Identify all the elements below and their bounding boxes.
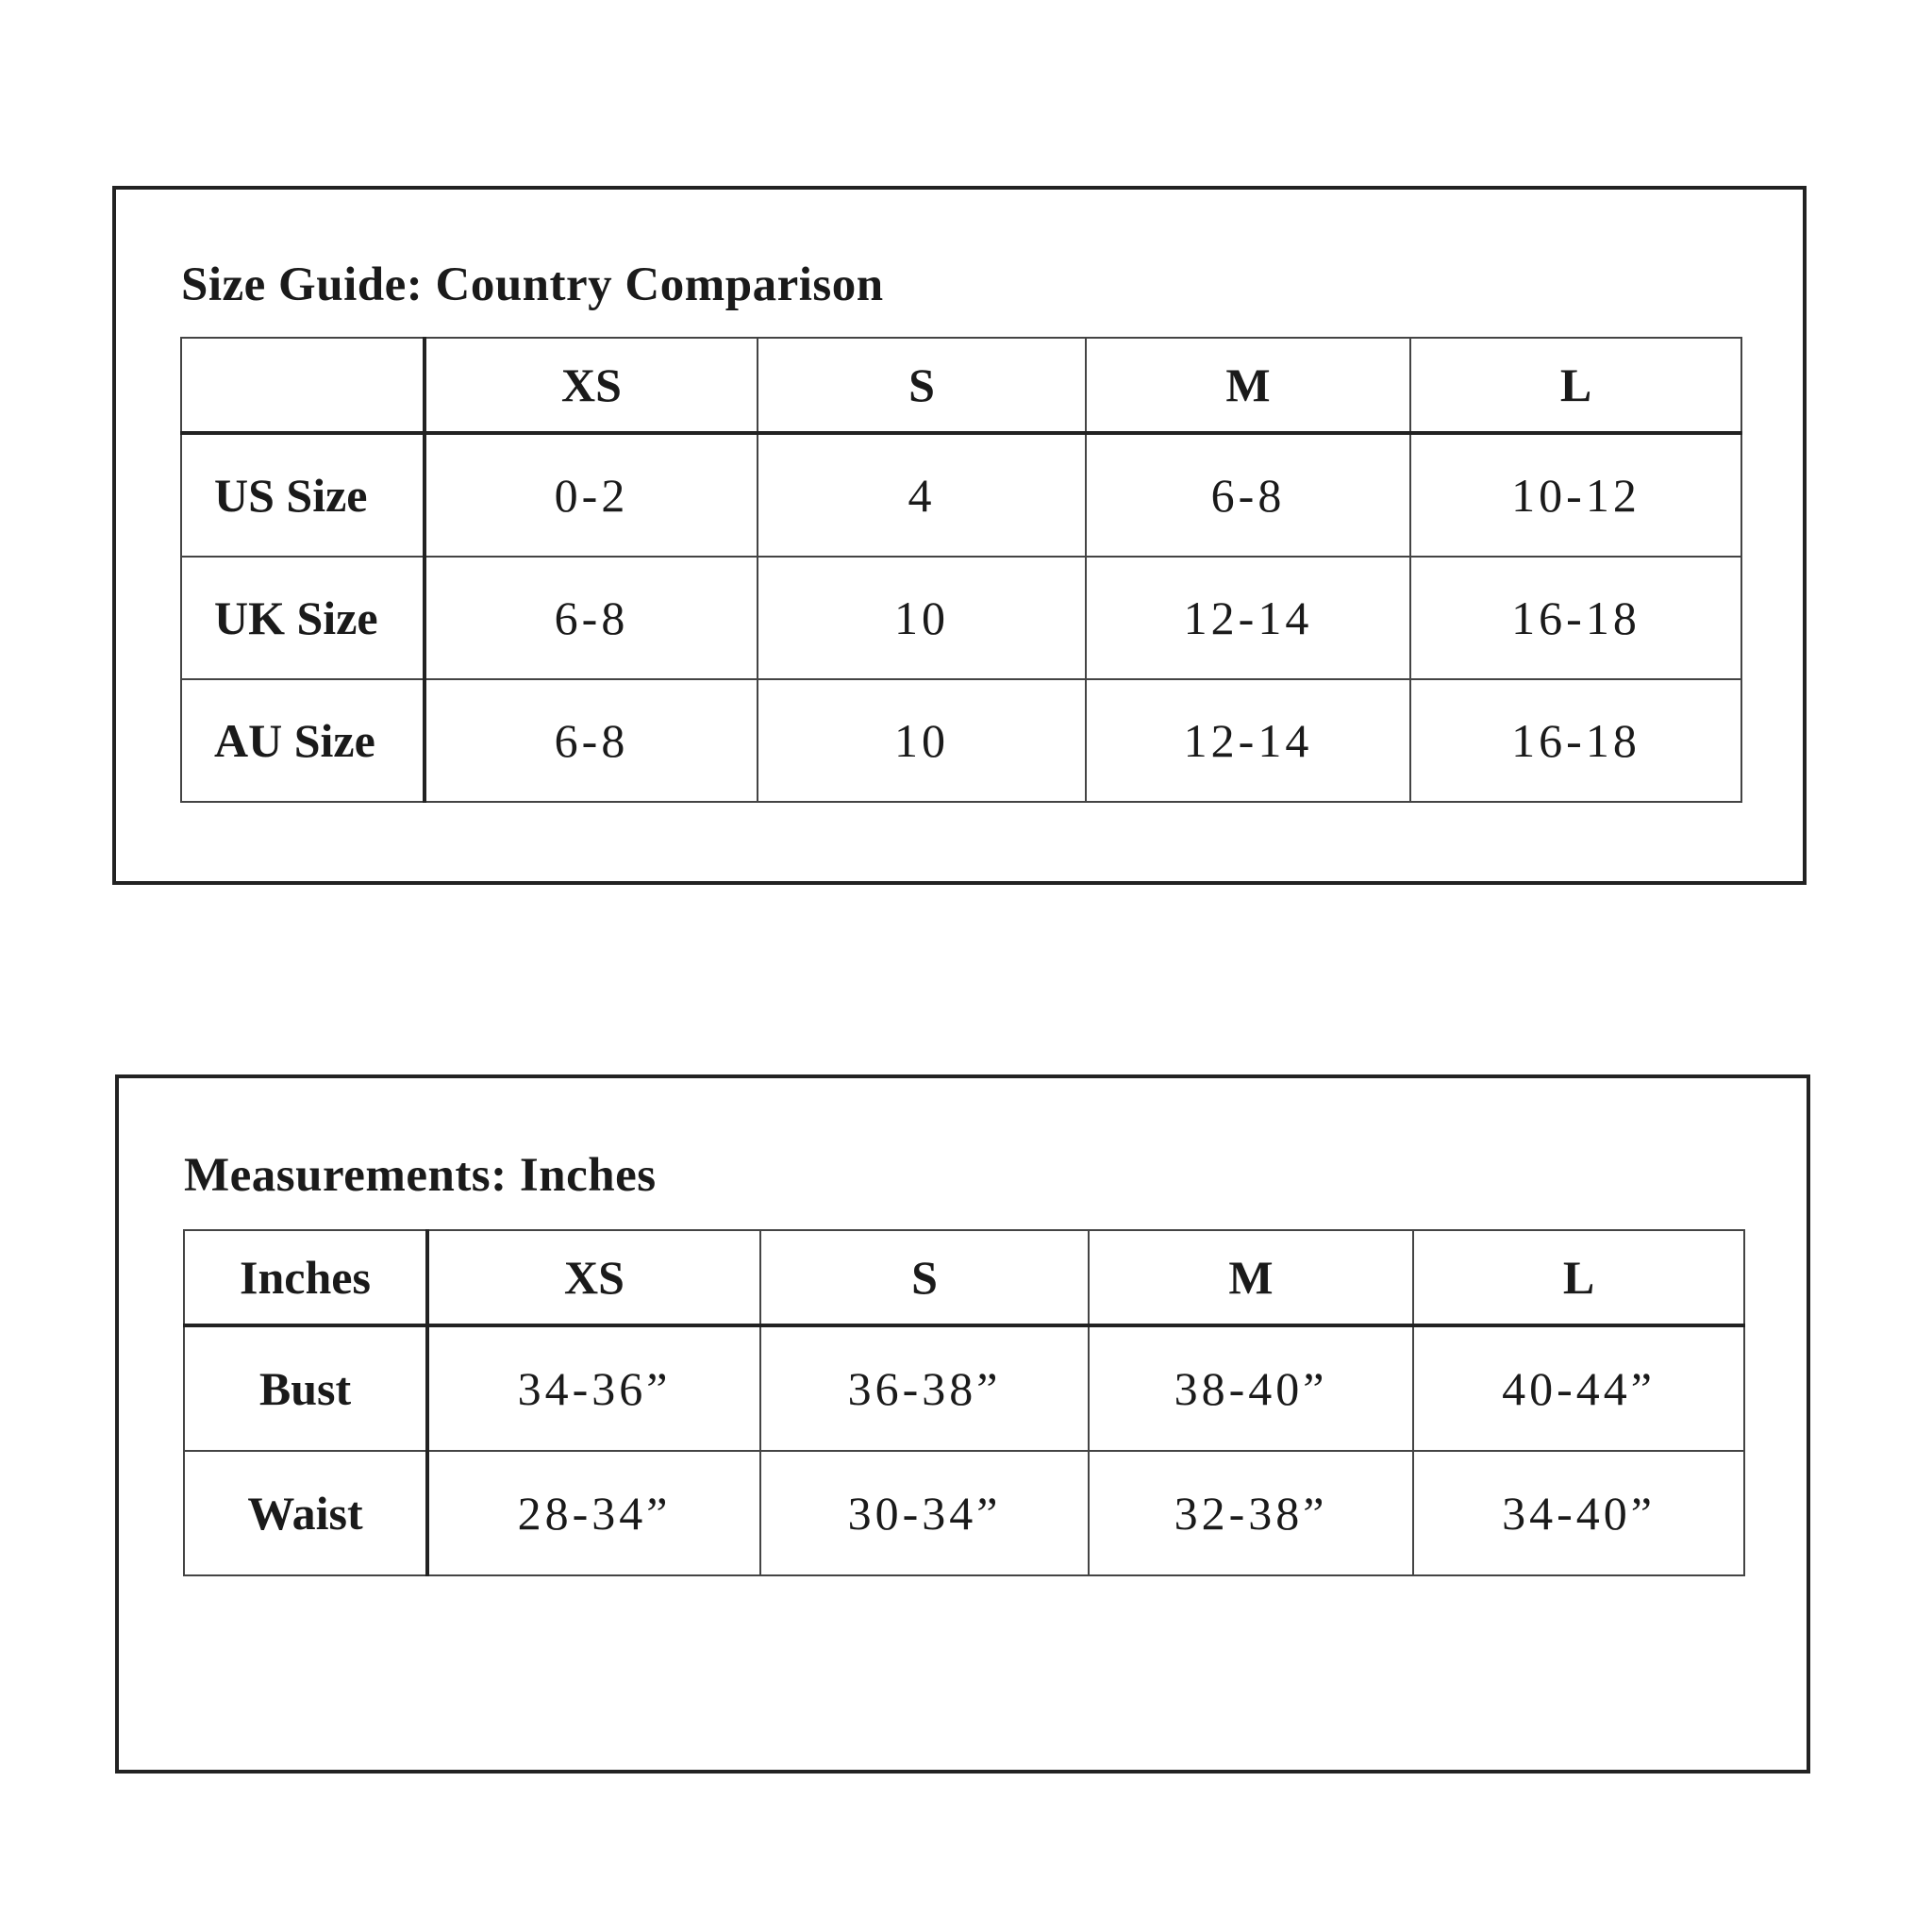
column-header-xs: XS xyxy=(427,1230,760,1325)
measurements-table xyxy=(183,1229,1745,1576)
table-header-row xyxy=(184,1230,1744,1325)
column-header-s: S xyxy=(760,1230,1089,1325)
table-cell: 10 xyxy=(758,679,1086,802)
table-cell: 6-8 xyxy=(425,557,758,679)
table-cell: 0-2 xyxy=(425,433,758,557)
row-label: UK Size xyxy=(181,557,425,679)
column-header-l: L xyxy=(1410,338,1741,433)
table-row-us-size xyxy=(181,433,1741,557)
table-row-bust xyxy=(184,1325,1744,1451)
table-cell: 6-8 xyxy=(1086,433,1410,557)
country-comparison-panel xyxy=(112,186,1807,885)
row-label: Waist xyxy=(184,1451,427,1575)
column-header-m: M xyxy=(1086,338,1410,433)
table-cell: 16-18 xyxy=(1410,679,1741,802)
table-cell: 12-14 xyxy=(1086,557,1410,679)
measurements-title: Measurements: Inches xyxy=(184,1149,657,1202)
table-corner-cell: Inches xyxy=(184,1230,427,1325)
table-cell: 6-8 xyxy=(425,679,758,802)
country-comparison-title: Size Guide: Country Comparison xyxy=(181,258,884,311)
table-row-au-size xyxy=(181,679,1741,802)
row-label: AU Size xyxy=(181,679,425,802)
measurements-panel xyxy=(115,1074,1810,1774)
table-cell: 16-18 xyxy=(1410,557,1741,679)
table-cell: 10-12 xyxy=(1410,433,1741,557)
column-header-s: S xyxy=(758,338,1086,433)
table-cell: 28-34” xyxy=(427,1451,760,1575)
table-cell: 36-38” xyxy=(760,1325,1089,1451)
column-header-xs: XS xyxy=(425,338,758,433)
table-cell: 38-40” xyxy=(1089,1325,1413,1451)
table-cell: 40-44” xyxy=(1413,1325,1744,1451)
row-label: Bust xyxy=(184,1325,427,1451)
column-header-l: L xyxy=(1413,1230,1744,1325)
table-corner-cell xyxy=(181,338,425,433)
table-cell: 34-36” xyxy=(427,1325,760,1451)
table-cell: 32-38” xyxy=(1089,1451,1413,1575)
country-comparison-table xyxy=(180,337,1742,803)
table-cell: 10 xyxy=(758,557,1086,679)
table-cell: 4 xyxy=(758,433,1086,557)
table-row-waist xyxy=(184,1451,1744,1575)
table-cell: 34-40” xyxy=(1413,1451,1744,1575)
row-label: US Size xyxy=(181,433,425,557)
column-header-m: M xyxy=(1089,1230,1413,1325)
table-cell: 30-34” xyxy=(760,1451,1089,1575)
table-row-uk-size xyxy=(181,557,1741,679)
table-header-row xyxy=(181,338,1741,433)
table-cell: 12-14 xyxy=(1086,679,1410,802)
